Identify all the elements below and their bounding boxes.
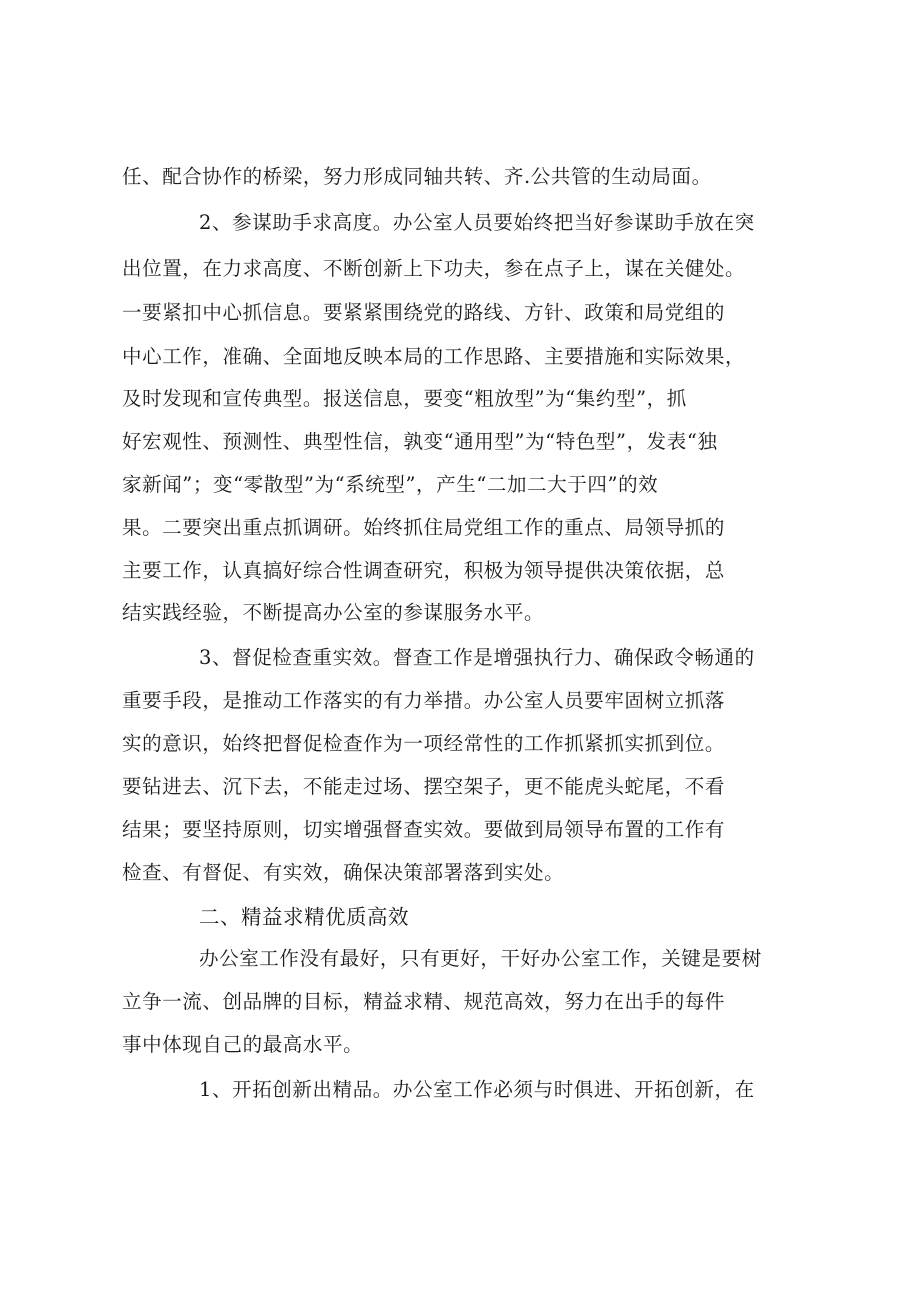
text-line: [0, 298, 920, 328]
line-text: 结实践经验，不断提高办公室的参谋服务水平。: [122, 601, 545, 624]
line-text: 2、参谋助手求高度。办公室人员要始终把当好参谋助手放在突: [199, 211, 755, 234]
text-line: [0, 208, 920, 238]
line-text: 要钻进去、沉下去，不能走过场、摆空架子，更不能虎头蛇尾，不看: [122, 775, 726, 798]
line-text: 一要紧扣中心抓信息。要紧紧围绕党的路线、方针、政策和局党组的: [122, 301, 726, 324]
line-text: 办公室工作没有最好，只有更好，干好办公室工作，关键是要树: [199, 947, 762, 970]
text-line: [0, 513, 920, 543]
text-line: [0, 772, 920, 802]
line-text: 好宏观性、预测性、典型性信，孰变“通用型”为“特色型”，发表“独: [122, 430, 718, 453]
line-text: 主要工作，认真搞好综合性调查研究，积极为领导提供决策依据，总: [122, 559, 726, 582]
text-line: [0, 643, 920, 673]
text-line: [0, 1075, 920, 1105]
line-text: 任、配合协作的桥梁，努力形成同轴共转、齐.公共管的生动局面。: [122, 165, 712, 188]
line-text: 立争一流、创品牌的目标，精益求精、规范高效，努力在出手的每件: [122, 990, 726, 1013]
line-text: 重要手段，是推动工作落实的有力举措。办公室人员要牢固树立抓落: [122, 689, 726, 712]
line-text: 结果；要坚持原则，切实增强督查实效。要做到局领导布置的工作有: [122, 818, 726, 841]
text-line: [0, 470, 920, 500]
text-line: [0, 858, 920, 888]
line-text: 实的意识，始终把督促检查作为一项经常性的工作抓紧抓实抓到位。: [122, 732, 726, 755]
line-text: 中心工作，准确、全面地反映本局的工作思路、主要措施和实际效果，: [122, 345, 746, 368]
text-line: [0, 427, 920, 457]
line-text: 及时发现和宣传典型。报送信息，要变“粗放型”为“集约型”，抓: [122, 387, 687, 410]
text-line: [0, 686, 920, 716]
line-text: 事中体现自己的最高水平。: [122, 1033, 364, 1056]
text-line: [0, 254, 920, 284]
line-text: 家新闻”；变“零散型”为“系统型”，产生“二加二大于四”的效: [122, 473, 659, 496]
line-text: 果。二要突出重点抓调研。始终抓住局党组工作的重点、局领导抓的: [122, 516, 726, 539]
text-line: [0, 384, 920, 414]
text-line: [0, 944, 920, 974]
line-text: 3、督促检查重实效。督查工作是增强执行力、确保政令畅通的: [199, 646, 755, 669]
text-line: [0, 1030, 920, 1060]
section-heading: [0, 902, 920, 932]
text-line: [0, 598, 920, 628]
text-line: [0, 729, 920, 759]
text-line: [0, 815, 920, 845]
text-line: [0, 556, 920, 586]
line-text: 检查、有督促、有实效，确保决策部署落到实处。: [122, 861, 565, 884]
line-text: 出位置，在力求高度、不断创新上下功夫，参在点子上，谋在关健处。: [122, 257, 746, 280]
line-text: 1、开拓创新出精品。办公室工作必须与时俱进、开拓创新，在: [199, 1078, 755, 1101]
section-heading-text: 二、精益求精优质高效: [199, 905, 409, 929]
text-line: [0, 342, 920, 372]
text-line: [0, 162, 920, 192]
text-line: [0, 987, 920, 1017]
